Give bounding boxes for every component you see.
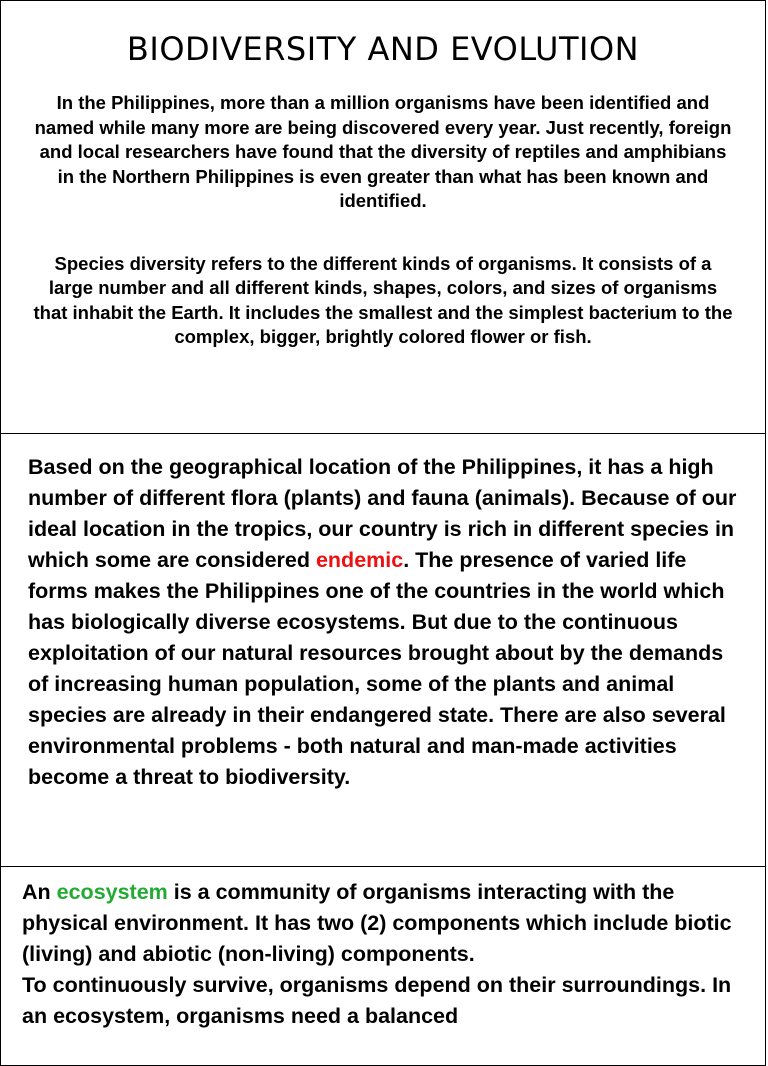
ecosystem-paragraph — [22, 877, 751, 1032]
page-title: BIODIVERSITY AND EVOLUTION — [126, 30, 640, 68]
ecosystem-panel — [0, 866, 766, 1066]
ecosystem-text-line-2: To continuously survive, organisms depend on their surroundings. In an ecosystem, organisms need a balanced — [22, 973, 732, 1028]
intro-panel — [0, 0, 766, 434]
ecosystem-text-after: is a community of organisms interacting with the physical environment. It has two (2) components which include biotic (living) and abiotic (non-living) components. — [22, 880, 732, 966]
philippines-paragraph — [28, 452, 741, 793]
intro-paragraph-2: Species diversity refers to the different kinds of organisms. It consists of a large number and all different kinds, shapes, colors, and sizes of organisms that inhabit the Earth. It includes the smallest and the simplest bacterium to the complex, bigger, brightly colored flower or fish. — [33, 252, 733, 347]
endemic-term: endemic — [315, 548, 404, 572]
philippines-biodiversity-panel — [0, 433, 766, 867]
philippines-text-after: . The presence of varied life forms makes the Philippines one of the countries in the world which has biologically diverse ecosystems. But due to the continuous exploitation of our natural resources brought about by the demands of increasing human population, some of the plants and animal species are already in their endangered state. There are also several environmental problems - both natural and man-made activities become a threat to biodiversity. — [28, 548, 726, 789]
ecosystem-text-before: An — [22, 880, 57, 904]
philippines-text-before: Based on the geographical location of the Philippines, it has a high number of different flora (plants) and fauna (animals). Because of our ideal location in the tropics, our country is rich in different species in which some are considered — [28, 455, 737, 572]
ecosystem-term: ecosystem — [56, 880, 168, 904]
intro-paragraph-1: In the Philippines, more than a million organisms have been identified and named while many more are being discovered every year. Just recently, foreign and local researchers have found that the diversity of reptiles and amphibians in the Northern Philippines is even greater than what has been known and identified. — [34, 92, 732, 211]
